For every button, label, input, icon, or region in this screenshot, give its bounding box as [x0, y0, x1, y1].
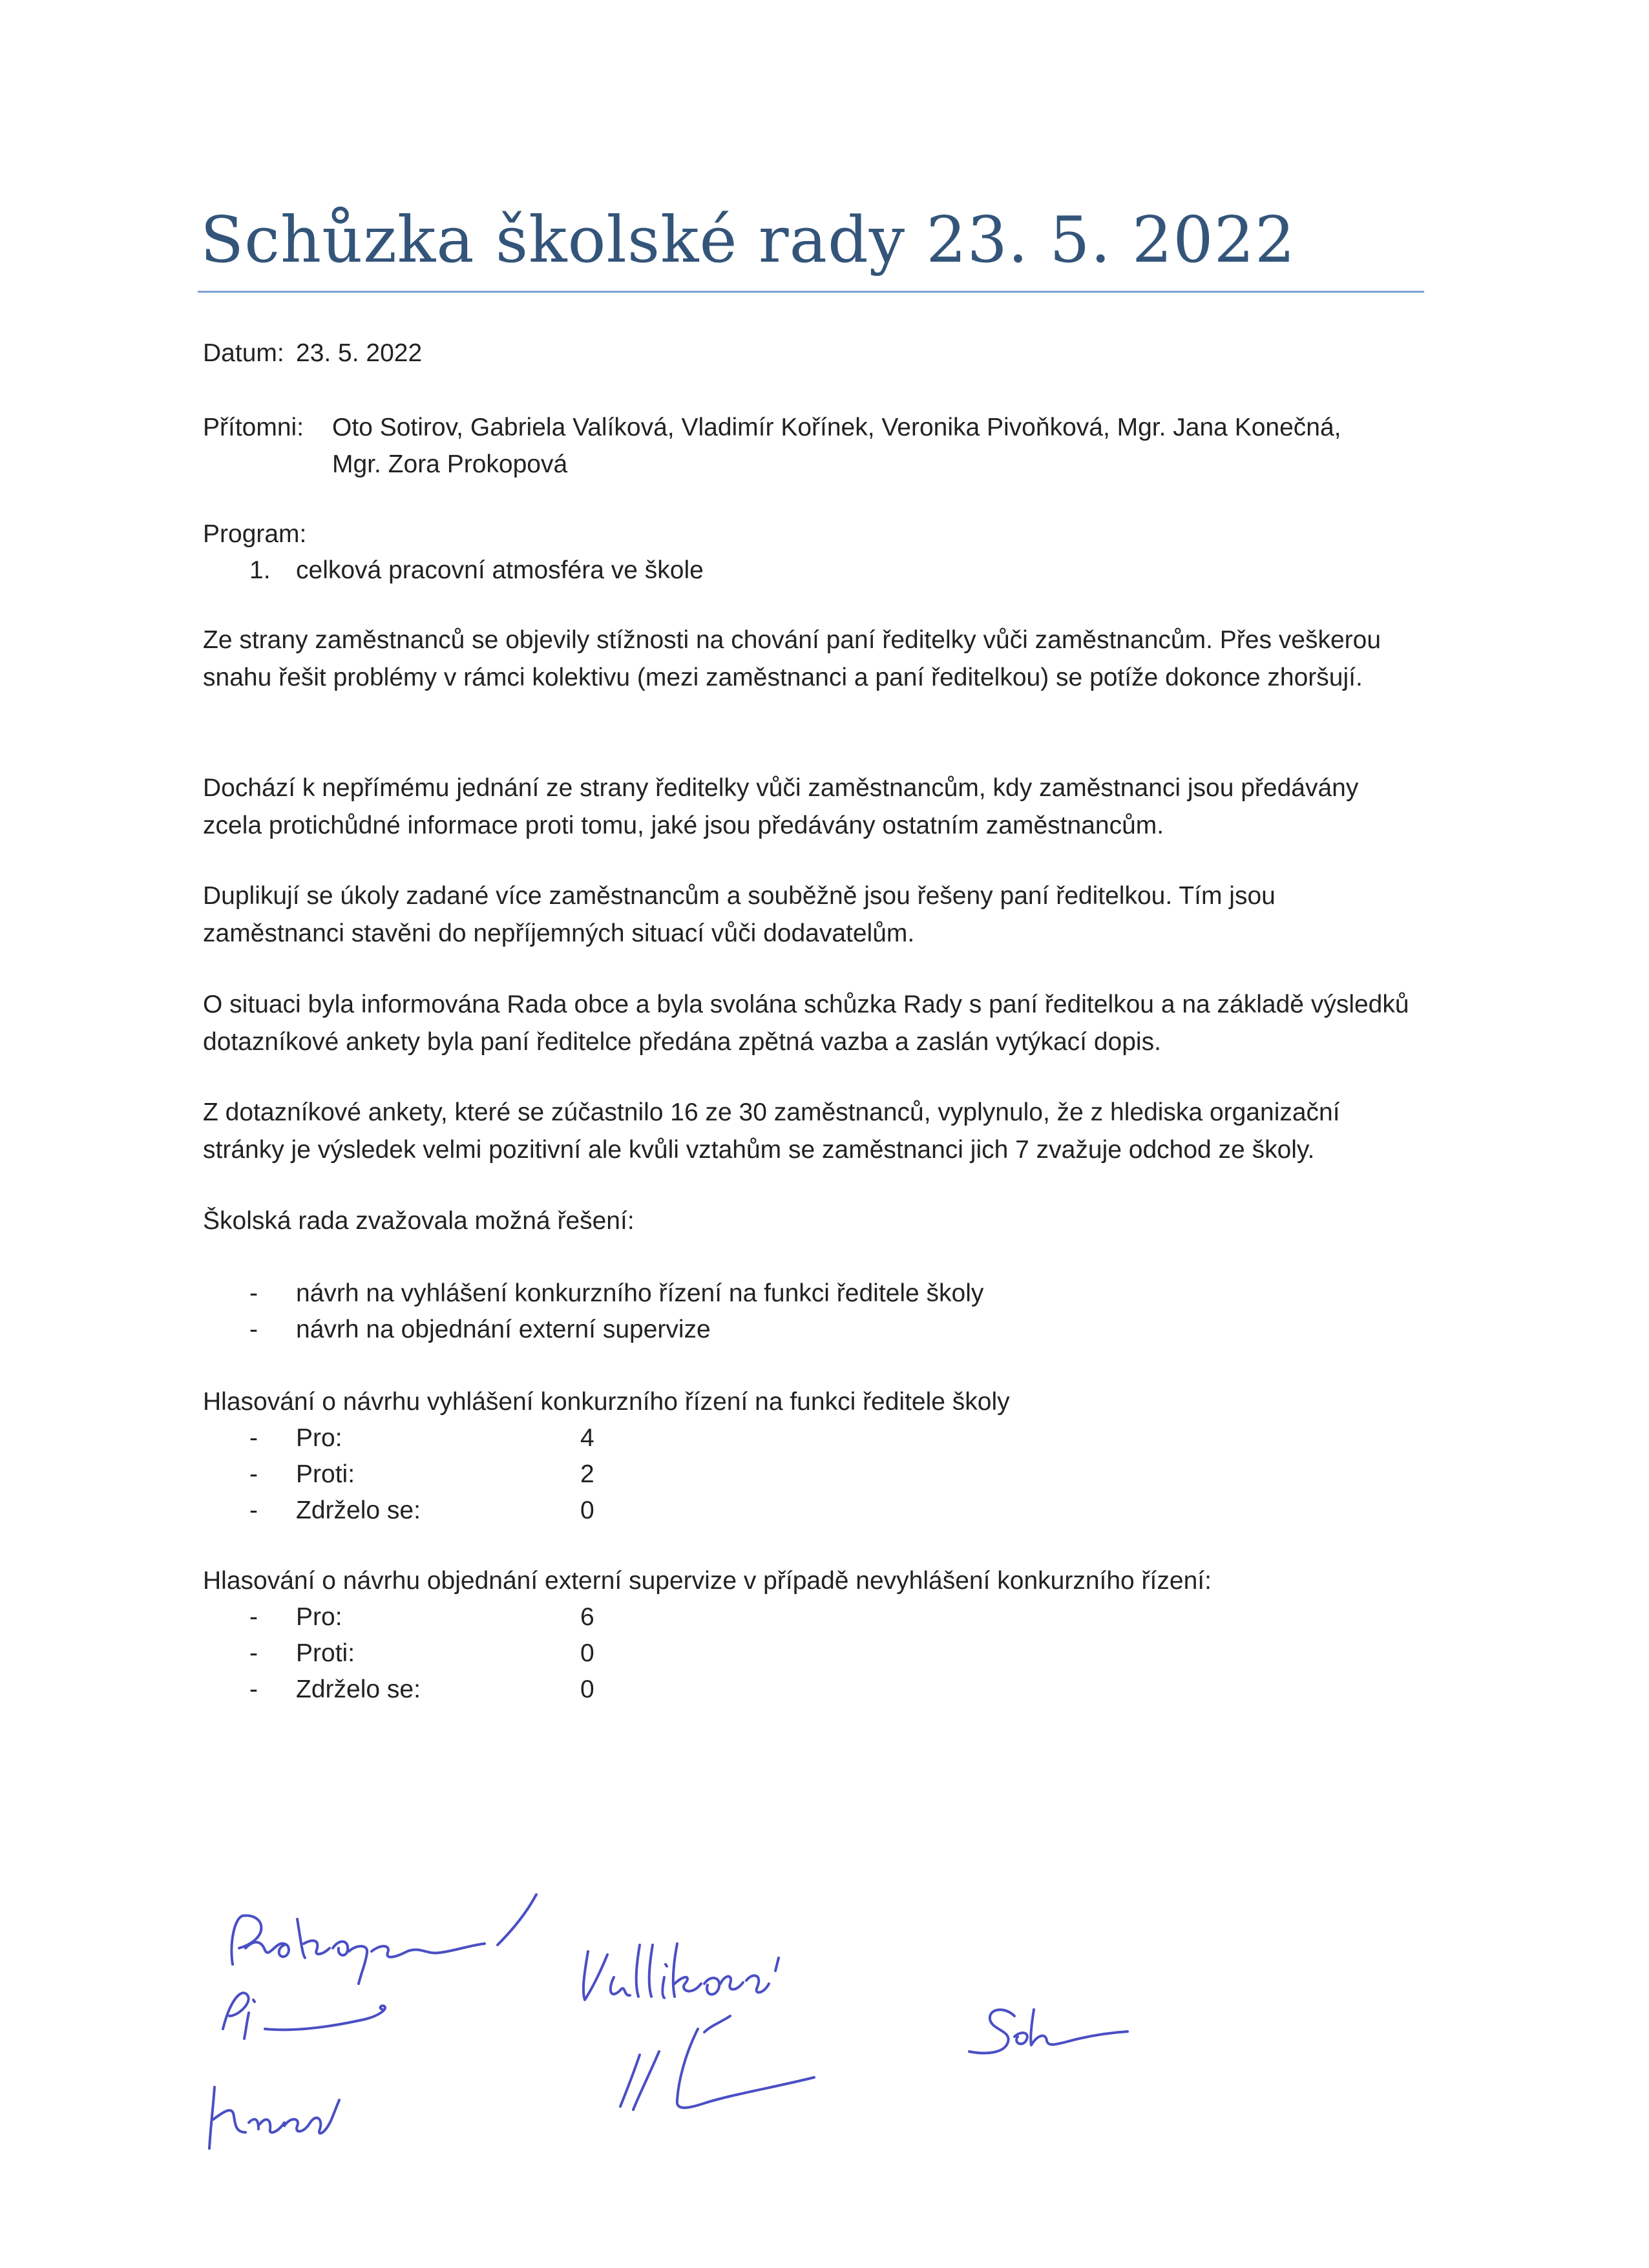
vote-value: 4 — [580, 1424, 594, 1452]
vote-label: Zdrželo se: — [296, 1496, 421, 1524]
option-item: návrh na vyhlášení konkurzního řízení na funkci ředitele školy — [296, 1279, 984, 1307]
vote-value: 0 — [580, 1639, 594, 1667]
date-value: 23. 5. 2022 — [296, 339, 423, 367]
paragraph-complaints: Ze strany zaměstnanců se objevily stížnosti na chování paní ředitelky vůči zaměstnancům. Přes veškerou snahu řešit problémy v rámci kolektivu (mezi zaměstnanci a paní ředitelkou) se potíže dokonce zhoršují. — [203, 626, 1381, 691]
signatures-area — [194, 1893, 1131, 2190]
option-item: návrh na objednání externí supervize — [296, 1316, 711, 1343]
program-item-text: celková pracovní atmosféra ve škole — [296, 556, 704, 584]
paragraph-survey: Z dotazníkové ankety, které se zúčastnilo 16 ze 30 zaměstnanců, vyplynulo, že z hlediska organizační stránky je výsledek velmi pozitivní ale kvůli vztahům se zaměstnanci jich 7 zvažuje odchod ze školy. — [203, 1098, 1340, 1164]
vote-bullet: - — [249, 1639, 258, 1667]
program-item-number: 1. — [249, 556, 271, 584]
vote-label: Pro: — [296, 1424, 342, 1452]
vote-bullet: - — [249, 1424, 258, 1452]
option-bullet: - — [249, 1279, 258, 1307]
signature-valikova — [583, 1944, 814, 2110]
vote-heading-2: Hlasování o návrhu objednání externí supervize v případě nevyhlášení konkurzního řízení: — [203, 1567, 1212, 1595]
signature-konecna — [209, 2087, 339, 2148]
paragraph-indirect-conduct: Dochází k nepřímému jednání ze strany ředitelky vůči zaměstnancům, kdy zaměstnanci jsou předávány zcela protichůdné informace proti tomu, jaké jsou předávány ostatním zaměstnancům. — [203, 774, 1359, 839]
present-line-1: Oto Sotirov, Gabriela Valíková, Vladimír Kořínek, Veronika Pivoňková, Mgr. Jana Konečná, — [332, 414, 1341, 441]
paragraph-solutions-intro: Školská rada zvažovala možná řešení: — [203, 1207, 635, 1235]
present-label: Přítomni: — [203, 414, 304, 441]
vote-bullet: - — [249, 1603, 258, 1631]
present-line-2: Mgr. Zora Prokopová — [332, 450, 568, 478]
title-underline — [198, 291, 1424, 293]
paragraph-council-informed: O situaci byla informována Rada obce a byla svolána schůzka Rady s paní ředitelkou a na základě výsledků dotazníkové ankety byla paní ředitelce předána zpětná vazba a zaslán vytýkací dopis. — [203, 991, 1409, 1056]
signature-sotirov — [969, 2010, 1128, 2053]
program-label: Program: — [203, 520, 307, 548]
document-title: Schůzka školské rady 23. 5. 2022 — [200, 204, 1296, 277]
signature-pivonkova — [223, 1993, 385, 2039]
vote-bullet: - — [249, 1675, 258, 1703]
vote-value: 0 — [580, 1675, 594, 1703]
vote-value: 0 — [580, 1496, 594, 1524]
vote-value: 2 — [580, 1460, 594, 1488]
vote-label: Zdrželo se: — [296, 1675, 421, 1703]
date-label: Datum: — [203, 339, 284, 367]
paragraph-duplicate-tasks: Duplikují se úkoly zadané více zaměstnancům a souběžně jsou řešeny paní ředitelkou. Tím jsou zaměstnanci stavěni do nepříjemných situací vůči dodavatelům. — [203, 882, 1276, 947]
option-bullet: - — [249, 1316, 258, 1343]
vote-heading-1: Hlasování o návrhu vyhlášení konkurzního řízení na funkci ředitele školy — [203, 1388, 1010, 1416]
vote-label: Pro: — [296, 1603, 342, 1631]
signature-prokopova — [231, 1895, 536, 1984]
vote-bullet: - — [249, 1460, 258, 1488]
vote-bullet: - — [249, 1496, 258, 1524]
vote-label: Proti: — [296, 1460, 355, 1488]
vote-label: Proti: — [296, 1639, 355, 1667]
vote-value: 6 — [580, 1603, 594, 1631]
